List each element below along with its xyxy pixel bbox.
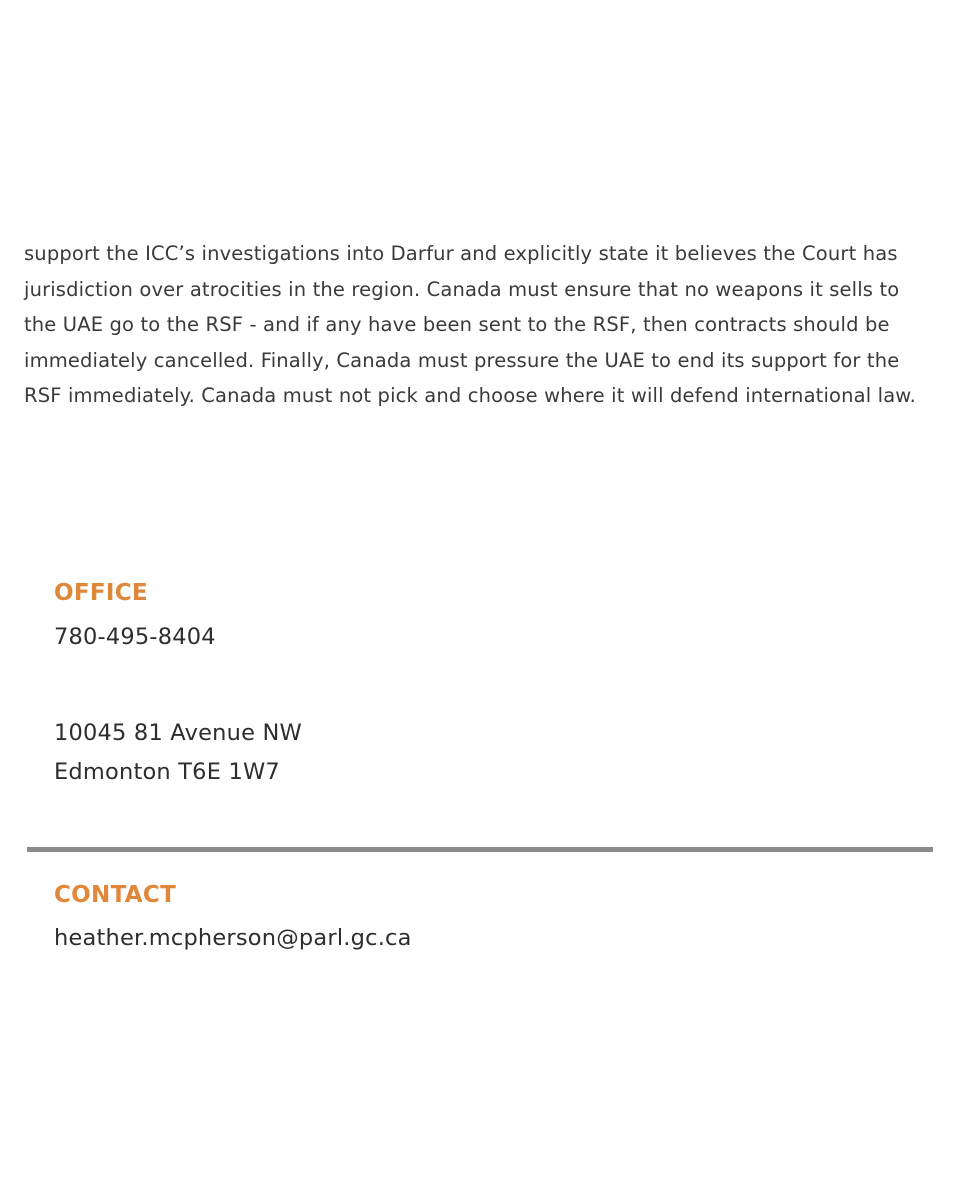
contact-heading: CONTACT <box>54 882 177 908</box>
section-divider <box>27 847 933 852</box>
statement-paragraph: support the ICC’s investigations into Darfur and explicitly state it believes the Court has jurisdiction over atrocities in the region. Canada must ensure that no weapons it sells to the UAE go to the RSF - and if any have been sent to the RSF, then contracts should be immediately cancelled. Finally, Canada must pressure the UAE to end its support for the RSF immediately. Canada must not pick and choose where it will defend international law. <box>24 242 916 407</box>
office-heading: OFFICE <box>54 580 148 606</box>
contact-email-link[interactable]: heather.mcpherson@parl.gc.ca <box>54 925 412 951</box>
office-address-street: 10045 81 Avenue NW <box>54 720 302 746</box>
office-address-city: Edmonton T6E 1W7 <box>54 759 280 785</box>
office-phone-number[interactable]: 780-495-8404 <box>54 624 216 650</box>
